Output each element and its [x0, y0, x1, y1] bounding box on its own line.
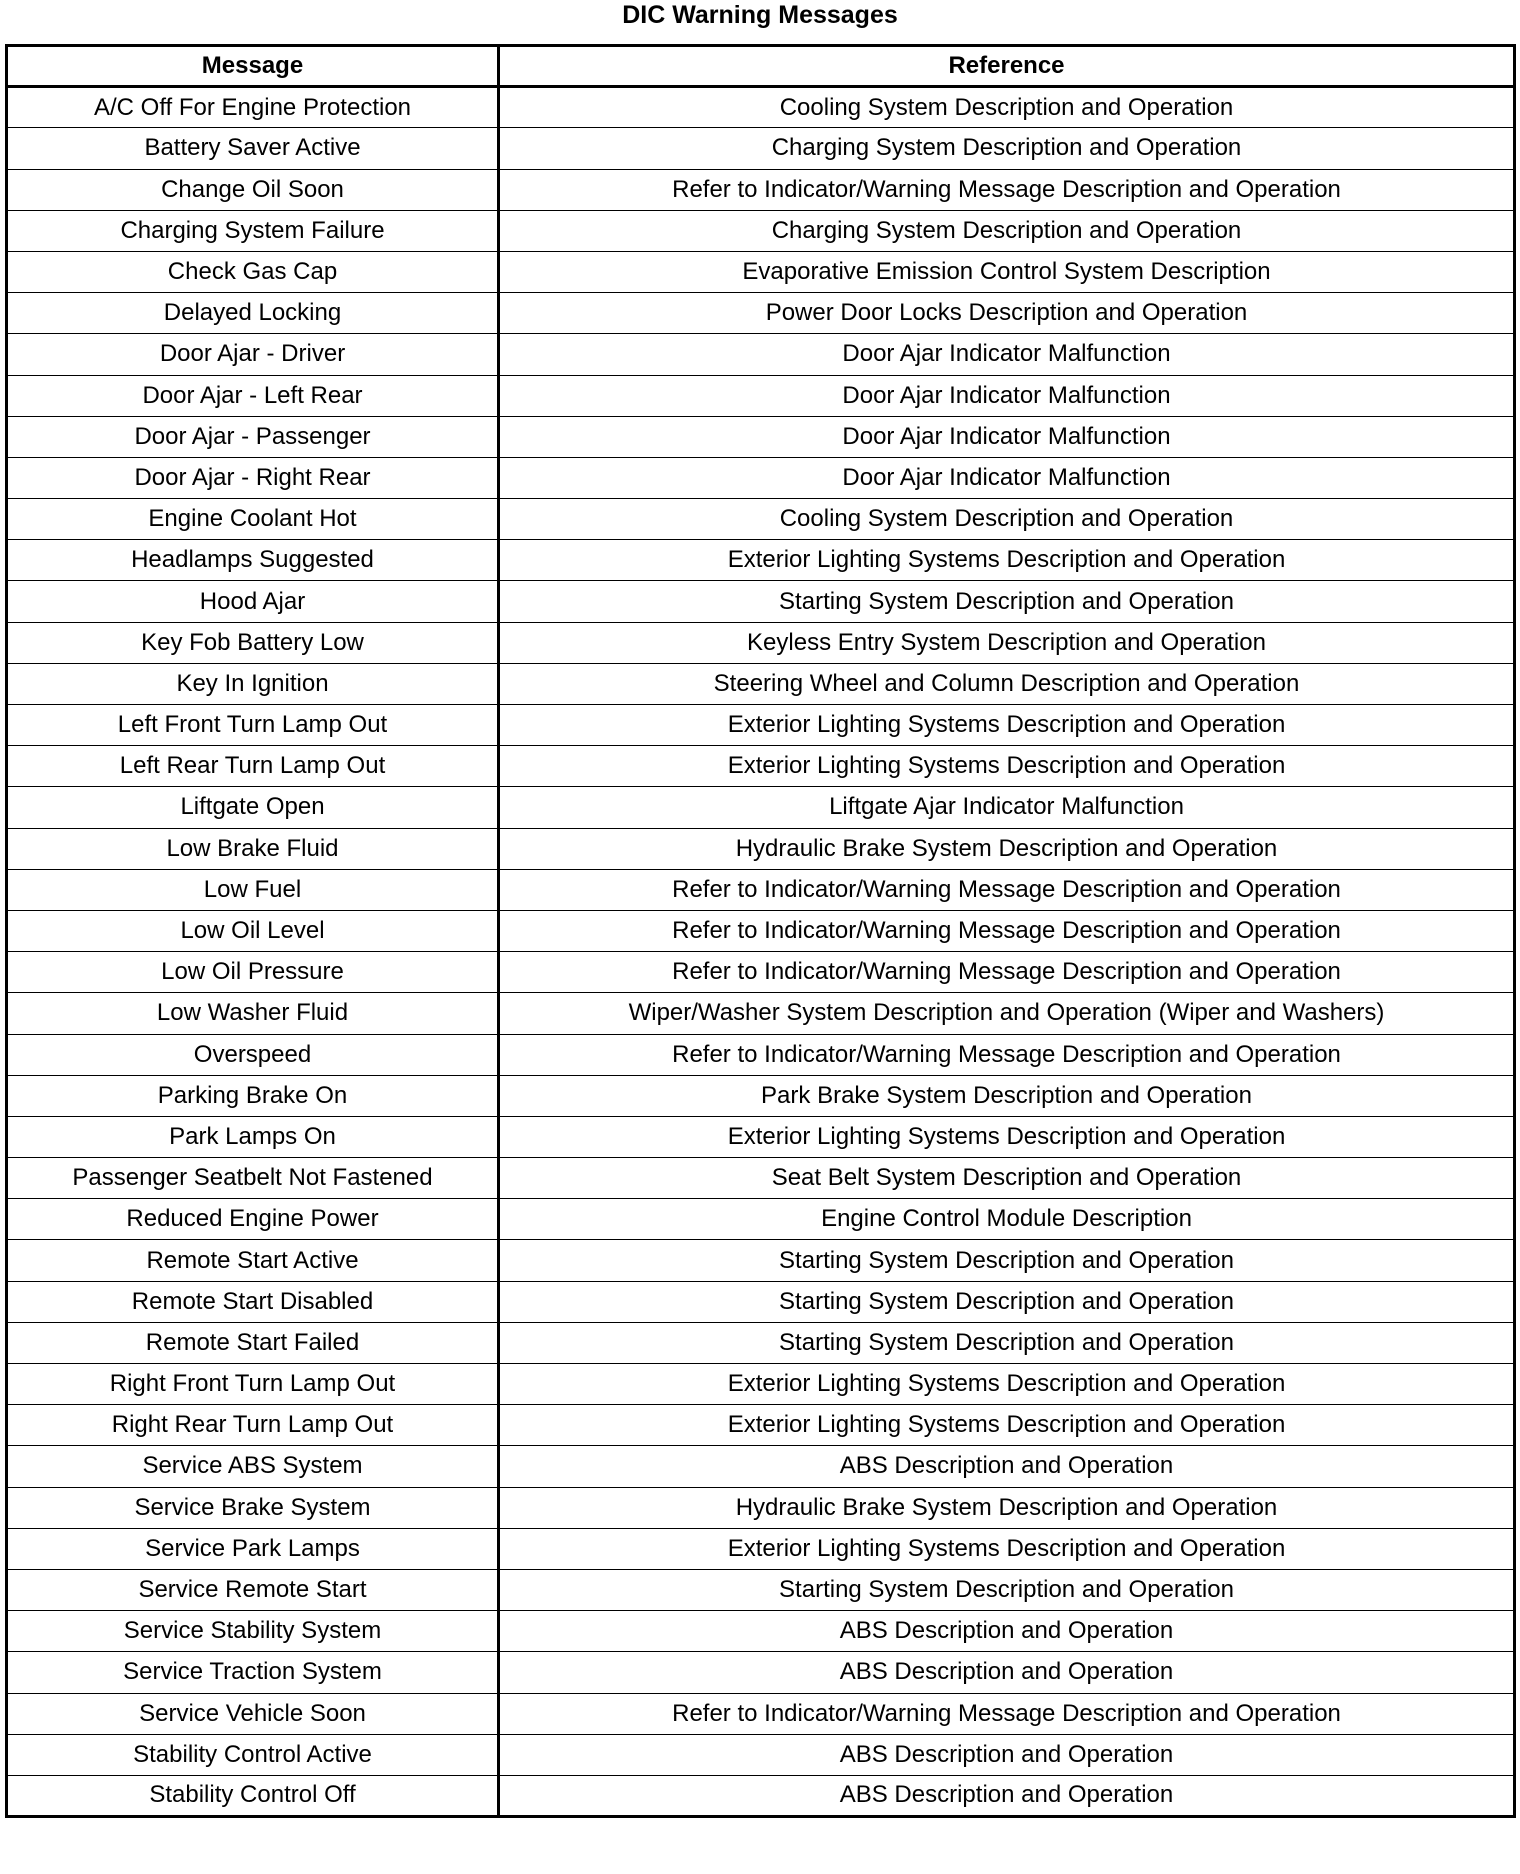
reference-cell: Exterior Lighting Systems Description and Operation [499, 1528, 1515, 1569]
table-header [7, 46, 1515, 87]
message-cell: Low Washer Fluid [7, 993, 499, 1034]
table-row [7, 1775, 1515, 1816]
table-row [7, 1240, 1515, 1281]
reference-cell: Door Ajar Indicator Malfunction [499, 375, 1515, 416]
message-cell: Remote Start Failed [7, 1322, 499, 1363]
table-row [7, 828, 1515, 869]
table-row [7, 746, 1515, 787]
reference-cell: Refer to Indicator/Warning Message Description and Operation [499, 869, 1515, 910]
reference-cell: Refer to Indicator/Warning Message Description and Operation [499, 952, 1515, 993]
reference-cell: ABS Description and Operation [499, 1652, 1515, 1693]
reference-cell: Exterior Lighting Systems Description and Operation [499, 540, 1515, 581]
table-row [7, 910, 1515, 951]
reference-cell: Door Ajar Indicator Malfunction [499, 416, 1515, 457]
reference-cell: ABS Description and Operation [499, 1734, 1515, 1775]
message-cell: Reduced Engine Power [7, 1199, 499, 1240]
table-row [7, 1405, 1515, 1446]
table-row [7, 1611, 1515, 1652]
table-row [7, 787, 1515, 828]
message-cell: Liftgate Open [7, 787, 499, 828]
message-cell: Low Oil Pressure [7, 952, 499, 993]
table-row [7, 1322, 1515, 1363]
message-cell: Service Park Lamps [7, 1528, 499, 1569]
message-cell: Low Oil Level [7, 910, 499, 951]
message-cell: Engine Coolant Hot [7, 499, 499, 540]
reference-cell: Power Door Locks Description and Operation [499, 293, 1515, 334]
reference-cell: Starting System Description and Operation [499, 1281, 1515, 1322]
table-row [7, 457, 1515, 498]
reference-cell: Refer to Indicator/Warning Message Description and Operation [499, 1034, 1515, 1075]
table-row [7, 1281, 1515, 1322]
table-row [7, 499, 1515, 540]
message-cell: Service Remote Start [7, 1569, 499, 1610]
message-cell: Service Vehicle Soon [7, 1693, 499, 1734]
message-cell: Remote Start Disabled [7, 1281, 499, 1322]
table-row [7, 1364, 1515, 1405]
table-row [7, 663, 1515, 704]
reference-cell: Door Ajar Indicator Malfunction [499, 457, 1515, 498]
table-row [7, 128, 1515, 169]
reference-cell: Starting System Description and Operation [499, 581, 1515, 622]
reference-cell: Steering Wheel and Column Description and Operation [499, 663, 1515, 704]
message-cell: Stability Control Active [7, 1734, 499, 1775]
message-cell: Change Oil Soon [7, 169, 499, 210]
reference-cell: Exterior Lighting Systems Description and Operation [499, 705, 1515, 746]
reference-cell: Charging System Description and Operation [499, 128, 1515, 169]
message-cell: Key Fob Battery Low [7, 622, 499, 663]
message-cell: Delayed Locking [7, 293, 499, 334]
message-cell: Left Front Turn Lamp Out [7, 705, 499, 746]
table-row [7, 210, 1515, 251]
reference-cell: Seat Belt System Description and Operation [499, 1158, 1515, 1199]
reference-cell: Refer to Indicator/Warning Message Description and Operation [499, 169, 1515, 210]
message-cell: Passenger Seatbelt Not Fastened [7, 1158, 499, 1199]
table-row [7, 1199, 1515, 1240]
message-cell: Low Brake Fluid [7, 828, 499, 869]
reference-cell: Exterior Lighting Systems Description and Operation [499, 1364, 1515, 1405]
message-cell: Right Front Turn Lamp Out [7, 1364, 499, 1405]
table-row [7, 540, 1515, 581]
table-row [7, 581, 1515, 622]
message-cell: Low Fuel [7, 869, 499, 910]
reference-cell: Exterior Lighting Systems Description and Operation [499, 746, 1515, 787]
reference-cell: Starting System Description and Operation [499, 1240, 1515, 1281]
message-cell: Door Ajar - Passenger [7, 416, 499, 457]
reference-cell: Cooling System Description and Operation [499, 87, 1515, 128]
column-header-reference: Reference [499, 46, 1515, 87]
table-row [7, 622, 1515, 663]
message-cell: Service Traction System [7, 1652, 499, 1693]
message-cell: Stability Control Off [7, 1775, 499, 1816]
reference-cell: Charging System Description and Operation [499, 210, 1515, 251]
message-cell: A/C Off For Engine Protection [7, 87, 499, 128]
message-cell: Hood Ajar [7, 581, 499, 622]
reference-cell: Exterior Lighting Systems Description and Operation [499, 1116, 1515, 1157]
table-row [7, 1487, 1515, 1528]
reference-cell: ABS Description and Operation [499, 1775, 1515, 1816]
table-row [7, 87, 1515, 128]
reference-cell: Door Ajar Indicator Malfunction [499, 334, 1515, 375]
reference-cell: Starting System Description and Operation [499, 1322, 1515, 1363]
table-row [7, 1734, 1515, 1775]
reference-cell: ABS Description and Operation [499, 1611, 1515, 1652]
header-row [7, 46, 1515, 87]
message-cell: Right Rear Turn Lamp Out [7, 1405, 499, 1446]
message-cell: Park Lamps On [7, 1116, 499, 1157]
table-row [7, 1569, 1515, 1610]
message-cell: Service ABS System [7, 1446, 499, 1487]
reference-cell: Refer to Indicator/Warning Message Description and Operation [499, 910, 1515, 951]
table-row [7, 375, 1515, 416]
table-row [7, 869, 1515, 910]
reference-cell: Evaporative Emission Control System Description [499, 251, 1515, 292]
reference-cell: Exterior Lighting Systems Description and Operation [499, 1405, 1515, 1446]
message-cell: Battery Saver Active [7, 128, 499, 169]
reference-cell: Park Brake System Description and Operation [499, 1075, 1515, 1116]
table-row [7, 1693, 1515, 1734]
table-row [7, 705, 1515, 746]
message-cell: Service Stability System [7, 1611, 499, 1652]
table-row [7, 251, 1515, 292]
document-title: DIC Warning Messages [622, 1, 898, 29]
table-row [7, 1075, 1515, 1116]
message-cell: Service Brake System [7, 1487, 499, 1528]
table-row [7, 169, 1515, 210]
message-cell: Parking Brake On [7, 1075, 499, 1116]
table-row [7, 1158, 1515, 1199]
table-row [7, 952, 1515, 993]
message-cell: Door Ajar - Right Rear [7, 457, 499, 498]
reference-cell: Cooling System Description and Operation [499, 499, 1515, 540]
reference-cell: Keyless Entry System Description and Operation [499, 622, 1515, 663]
message-cell: Door Ajar - Left Rear [7, 375, 499, 416]
message-cell: Check Gas Cap [7, 251, 499, 292]
reference-cell: Engine Control Module Description [499, 1199, 1515, 1240]
message-cell: Charging System Failure [7, 210, 499, 251]
dic-warning-messages-table [5, 44, 1516, 1818]
reference-cell: Wiper/Washer System Description and Operation (Wiper and Washers) [499, 993, 1515, 1034]
message-cell: Key In Ignition [7, 663, 499, 704]
message-cell: Headlamps Suggested [7, 540, 499, 581]
reference-cell: ABS Description and Operation [499, 1446, 1515, 1487]
table-row [7, 334, 1515, 375]
column-header-message: Message [7, 46, 499, 87]
message-cell: Overspeed [7, 1034, 499, 1075]
message-cell: Remote Start Active [7, 1240, 499, 1281]
table-row [7, 1034, 1515, 1075]
table-row [7, 293, 1515, 334]
reference-cell: Hydraulic Brake System Description and Operation [499, 1487, 1515, 1528]
reference-cell: Hydraulic Brake System Description and Operation [499, 828, 1515, 869]
table-row [7, 1446, 1515, 1487]
reference-cell: Refer to Indicator/Warning Message Description and Operation [499, 1693, 1515, 1734]
table-row [7, 993, 1515, 1034]
table-body [7, 87, 1515, 1817]
table-row [7, 416, 1515, 457]
table-row [7, 1116, 1515, 1157]
message-cell: Left Rear Turn Lamp Out [7, 746, 499, 787]
message-cell: Door Ajar - Driver [7, 334, 499, 375]
reference-cell: Liftgate Ajar Indicator Malfunction [499, 787, 1515, 828]
table-row [7, 1528, 1515, 1569]
reference-cell: Starting System Description and Operation [499, 1569, 1515, 1610]
table-row [7, 1652, 1515, 1693]
